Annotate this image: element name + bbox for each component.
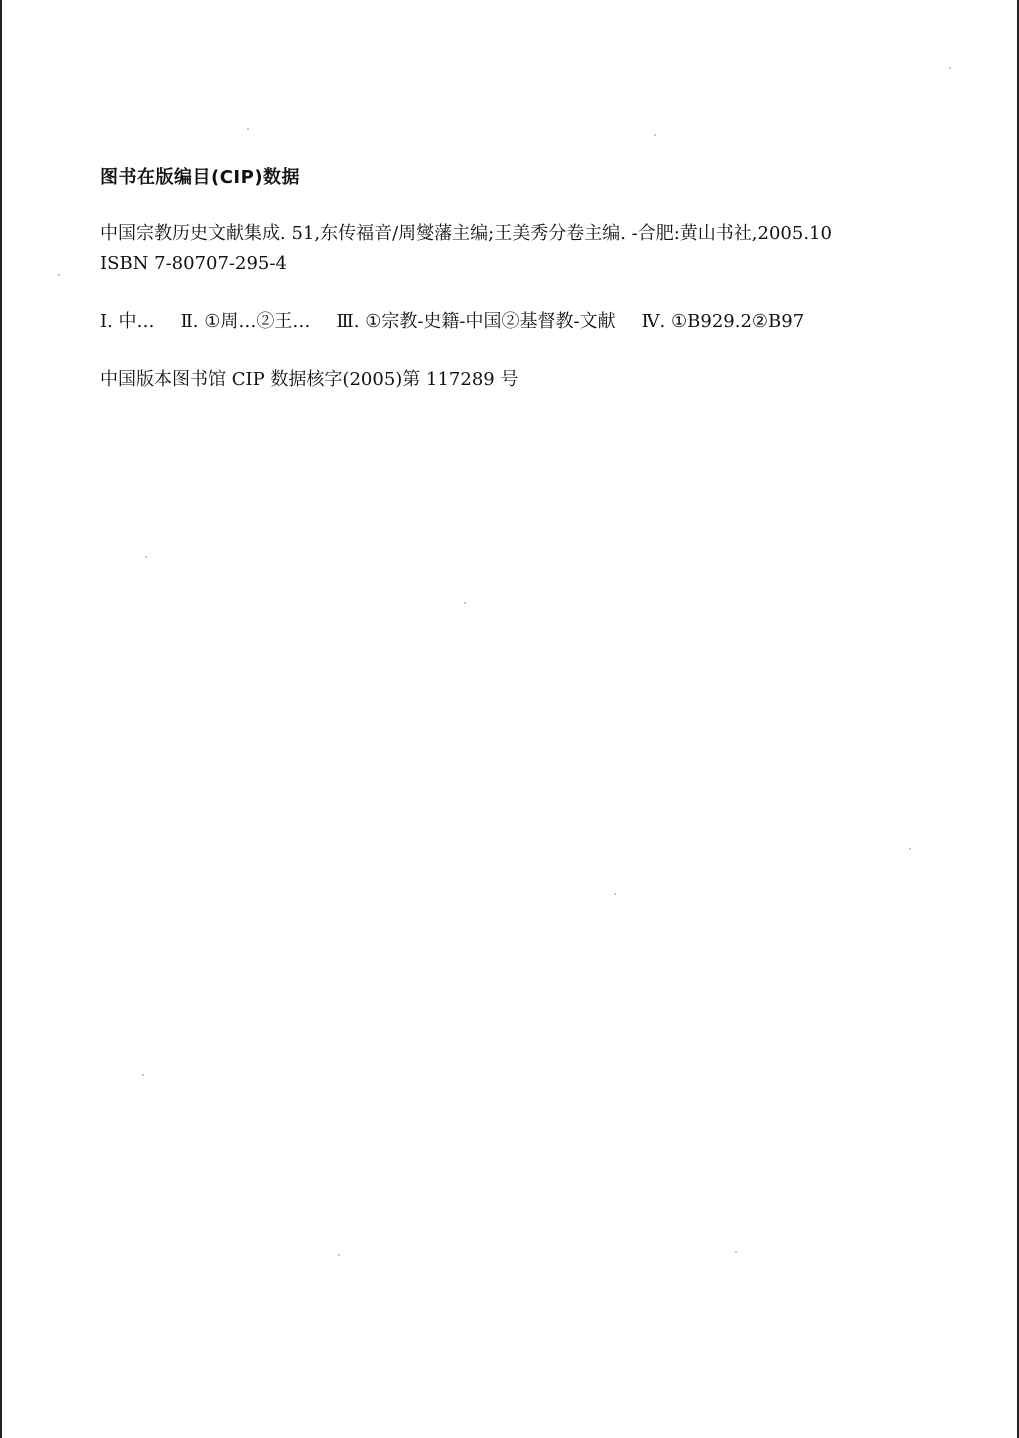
classification-item: Ⅱ. ①周…②王…: [180, 311, 311, 332]
scan-speck: [58, 274, 60, 276]
scan-speck: [464, 602, 466, 604]
bibliographic-record: [100, 219, 980, 279]
scan-speck: [654, 134, 656, 136]
classification-item: Ⅳ. ①B929.2②B97: [641, 311, 805, 332]
title-line: 中国宗教历史文献集成. 51,东传福音/周燮藩主编;王美秀分卷主编. -合肥:黄山书社,2005.10: [100, 223, 832, 244]
scan-speck: [909, 848, 911, 850]
classification-item: Ⅰ. 中…: [100, 311, 155, 332]
verification-line: 中国版本图书馆 CIP 数据核字(2005)第 117289 号: [100, 369, 519, 390]
scan-speck: [145, 556, 147, 558]
cip-data-block: [100, 163, 980, 395]
scan-speck: [247, 128, 249, 130]
classification-item: Ⅲ. ①宗教-史籍-中国②基督教-文献: [336, 311, 616, 332]
classification-line: [100, 307, 980, 337]
scan-speck: [735, 1251, 737, 1253]
scan-speck: [338, 1254, 340, 1256]
scan-speck: [614, 893, 616, 895]
scan-speck: [142, 1074, 144, 1076]
cip-heading: 图书在版编目(CIP)数据: [100, 167, 301, 188]
isbn-line: ISBN 7-80707-295-4: [100, 253, 287, 274]
scan-speck: [949, 67, 951, 69]
